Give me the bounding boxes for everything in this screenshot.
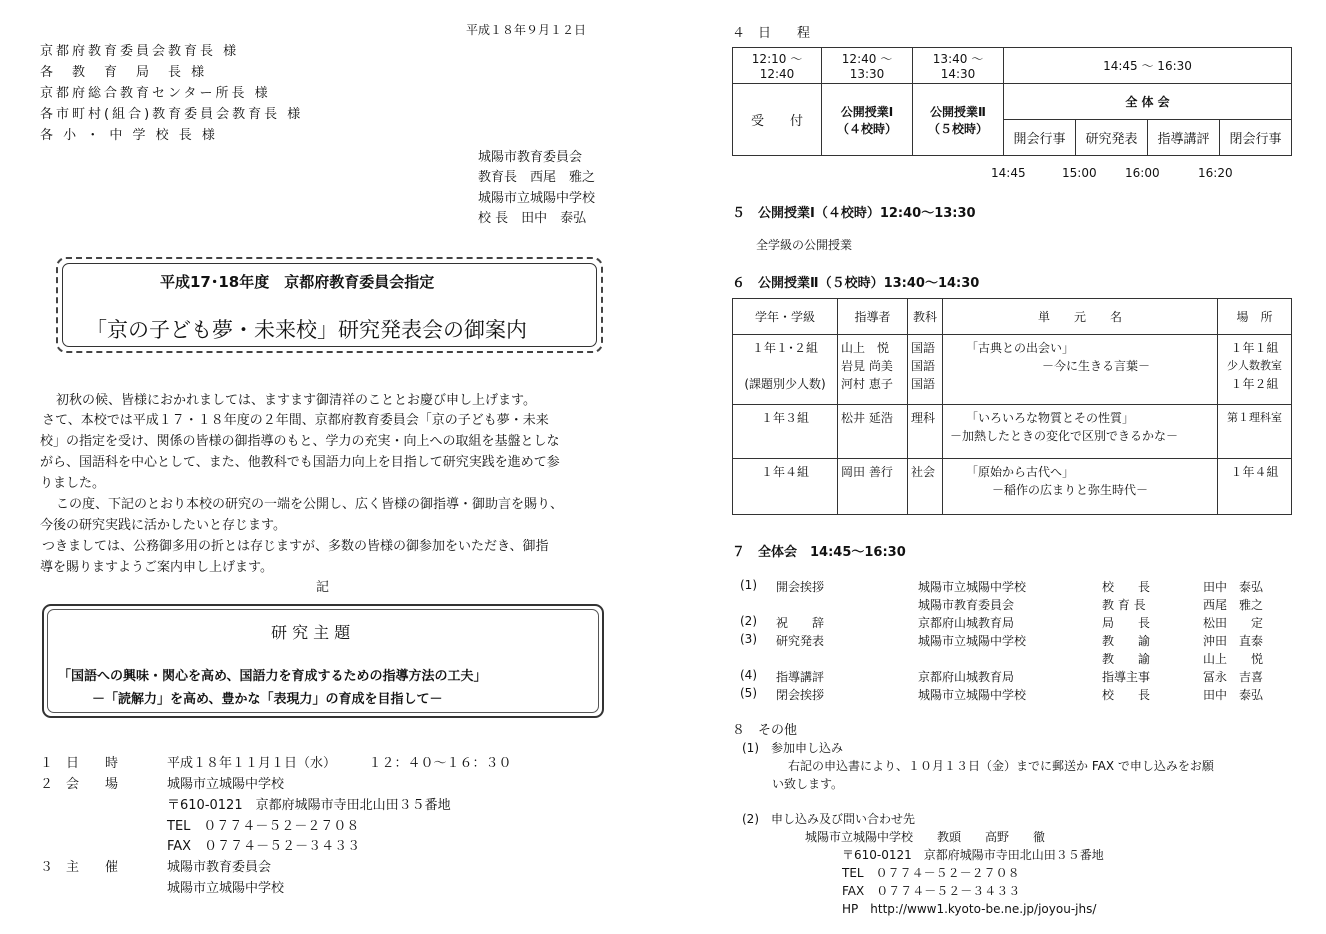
program-item: 研究発表 xyxy=(776,634,825,648)
program-name: 松田 定 xyxy=(1203,616,1264,630)
section8-heading: ８ その他 xyxy=(732,723,798,738)
program-num: (4) xyxy=(740,668,757,682)
info-label: １ 日 時 xyxy=(40,756,119,771)
subject-name: 国語 xyxy=(911,377,936,391)
program-role: 教 育 長 xyxy=(1102,598,1146,612)
schedule-time-mark: 15:00 xyxy=(1062,166,1097,180)
program-name: 山上 悦 xyxy=(1203,652,1264,666)
section7-heading: ７ 全体会 14:45～16:30 xyxy=(732,545,906,560)
paragraph-line: つきましては、公務御多用の折とは存じますが、多数の皆様の御参加をいただき、御指 xyxy=(42,539,549,554)
schedule-time-mark: 16:00 xyxy=(1125,166,1160,180)
info-value: 城陽市立城陽中学校 xyxy=(167,777,285,792)
program-num: (2) xyxy=(740,614,757,628)
place-cell: １年４組 xyxy=(1218,459,1292,515)
paragraph-line: この度、下記のとおり本校の研究の一端を公開し、広く皆様の御指導・御助言を賜り、 xyxy=(56,497,564,512)
unit-subtitle: －今に生きる言葉－ xyxy=(1042,359,1151,373)
info-value: 〒610-0121 京都府城陽市寺田北山田３５番地 xyxy=(167,798,451,813)
section8-sub1-heading: (1) 参加申し込み xyxy=(742,741,843,755)
recipient: 各 教 育 局 長 様 xyxy=(40,65,208,80)
class1-period: （４校時） xyxy=(836,121,897,136)
title-line-2: 「京の子ども夢・未来校」研究発表会の御案内 xyxy=(86,318,527,342)
unit-subtitle: －加熱したときの変化で区別できるかな－ xyxy=(950,429,1179,443)
paragraph-line: さて、本校では平成１７・１８年度の２年間、京都府教育委員会「京の子ども夢・未来 xyxy=(42,413,549,428)
program-org: 城陽市立城陽中学校 xyxy=(918,688,1027,702)
teacher-cell xyxy=(838,335,908,405)
place-cell: 第１理科室 xyxy=(1218,405,1292,459)
teacher-cell: 岡田 善行 xyxy=(838,459,908,515)
teacher-name: 河村 恵子 xyxy=(841,377,893,391)
unit-cell xyxy=(943,335,1218,405)
section8-sub1-text: い致します。 xyxy=(772,777,844,791)
uketsuke-cell: 受 付 xyxy=(733,84,822,156)
section8-sub1-text: 右記の申込書により、１０月１３日（金）までに郵送か FAX で申し込みをお願 xyxy=(788,759,1214,773)
class1-cell xyxy=(822,84,913,156)
unit-title: 「原始から古代へ」 xyxy=(966,465,1075,479)
paragraph-line: 導を賜りますようご案内申し上げます。 xyxy=(40,560,273,575)
title-line-1: 平成17･18年度 京都府教育委員会指定 xyxy=(160,273,435,291)
place-name: １年２組 xyxy=(1230,377,1279,391)
class1-label: 公開授業Ⅰ xyxy=(840,104,894,119)
grade-cell xyxy=(733,335,838,405)
info-value: 城陽市教育委員会 xyxy=(167,860,272,875)
sender: 教育長 西尾 雅之 xyxy=(478,170,596,185)
class2-cell xyxy=(913,84,1004,156)
recipient: 京都府総合教育センター所長 様 xyxy=(40,86,271,101)
grade-text: １年１･２組 xyxy=(751,341,818,355)
program-num: (5) xyxy=(740,686,757,700)
program-org: 京都府山城教育局 xyxy=(918,616,1015,630)
program-role: 教 諭 xyxy=(1102,652,1151,666)
section5-heading: ５ 公開授業Ⅰ（４校時）12:40～13:30 xyxy=(732,206,976,221)
program-name: 田中 泰弘 xyxy=(1203,688,1264,702)
program-org: 城陽市教育委員会 xyxy=(918,598,1015,612)
class-table xyxy=(732,298,1292,515)
place-name: １年１組 xyxy=(1230,341,1279,355)
sub-cell: 閉会行事 xyxy=(1220,120,1292,156)
section5-text: 全学級の公開授業 xyxy=(756,238,853,252)
class2-label: 公開授業Ⅱ xyxy=(930,104,986,119)
program-item: 指導講評 xyxy=(776,670,825,684)
subject-cell: 理科 xyxy=(908,405,943,459)
unit-cell xyxy=(943,459,1218,515)
grade-cell: １年４組 xyxy=(733,459,838,515)
schedule-table xyxy=(732,47,1292,156)
unit-cell xyxy=(943,405,1218,459)
col-header: 学年・学級 xyxy=(733,299,838,335)
program-role: 校 長 xyxy=(1102,688,1151,702)
subject-name: 国語 xyxy=(911,341,936,355)
place-name: 少人数教室 xyxy=(1227,359,1282,372)
theme-line-1: 「国語への興味・関心を高め、国語力を育成するための指導方法の工夫」 xyxy=(58,669,487,684)
program-org: 城陽市立城陽中学校 xyxy=(918,580,1027,594)
table-row xyxy=(733,335,1292,405)
program-role: 局 長 xyxy=(1102,616,1151,630)
time-cell: 12:10 ～ 12:40 xyxy=(733,48,822,84)
info-value: 城陽市立城陽中学校 xyxy=(167,881,285,896)
time-cell: 12:40 ～ 13:30 xyxy=(822,48,913,84)
info-value: TEL ０７７４－５２－２７０８ xyxy=(167,819,360,834)
time-cell: 13:40 ～ 14:30 xyxy=(913,48,1004,84)
sub-cell: 研究発表 xyxy=(1076,120,1148,156)
contact-line: FAX ０７７４－５２－３４３３ xyxy=(842,884,1021,898)
time-cell: 14:45 ～ 16:30 xyxy=(1004,48,1292,84)
program-num: (1) xyxy=(740,578,757,592)
info-label: ２ 会 場 xyxy=(40,777,119,792)
theme-heading: 研 究 主 題 xyxy=(271,623,351,642)
program-role: 指導主事 xyxy=(1102,670,1151,684)
col-header: 指導者 xyxy=(838,299,908,335)
program-name: 田中 泰弘 xyxy=(1203,580,1264,594)
zentai-cell: 全 体 会 xyxy=(1004,84,1292,120)
program-org: 京都府山城教育局 xyxy=(918,670,1015,684)
place-cell xyxy=(1218,335,1292,405)
paragraph-line: 校」の指定を受け、関係の皆様の御指導のもと、学力の充実・向上への取組を基盤としな xyxy=(40,434,560,449)
contact-line: TEL ０７７４－５２－２７０８ xyxy=(842,866,1020,880)
unit-title: 「古典との出会い」 xyxy=(966,341,1075,355)
teacher-cell: 松井 延浩 xyxy=(838,405,908,459)
subject-name: 国語 xyxy=(911,359,936,373)
schedule-heading: ４ 日 程 xyxy=(732,26,811,41)
program-item: 閉会挨拶 xyxy=(776,688,825,702)
table-row xyxy=(733,459,1292,515)
recipient: 各 小 ・ 中 学 校 長 様 xyxy=(40,128,218,143)
ki-mark: 記 xyxy=(316,580,330,595)
sub-cell: 開会行事 xyxy=(1004,120,1076,156)
teacher-name: 山上 悦 xyxy=(841,341,890,355)
contact-line: 〒610-0121 京都府城陽市寺田北山田３５番地 xyxy=(842,848,1104,862)
program-name: 冨永 吉喜 xyxy=(1203,670,1264,684)
col-header: 単 元 名 xyxy=(943,299,1218,335)
paragraph-line: 初秋の候、皆様におかれましては、ますます御清祥のこととお慶び申し上げます。 xyxy=(56,393,536,408)
contact-url[interactable]: HP http://www1.kyoto-be.ne.jp/joyou-jhs/ xyxy=(842,902,1097,916)
teacher-name: 岩見 尚美 xyxy=(841,359,893,373)
info-value: FAX ０７７４－５２－３４３３ xyxy=(167,839,361,854)
info-value: 平成１８年１１月１日（水） １２：４０～１６：３０ xyxy=(167,756,512,771)
schedule-time-mark: 14:45 xyxy=(991,166,1026,180)
program-name: 沖田 直泰 xyxy=(1203,634,1264,648)
subject-cell xyxy=(908,335,943,405)
paragraph-line: りました。 xyxy=(40,476,106,491)
paragraph-line: がら、国語科を中心として、また、他教科でも国語力向上を目指して研究実践を進めて参 xyxy=(40,455,560,470)
sub-cell: 指導講評 xyxy=(1148,120,1220,156)
col-header: 教科 xyxy=(908,299,943,335)
recipient: 京都府教育委員会教育長 様 xyxy=(40,44,240,59)
class2-period: （５校時） xyxy=(927,121,988,136)
document-date: 平成１８年９月１２日 xyxy=(466,23,587,37)
program-role: 教 諭 xyxy=(1102,634,1151,648)
recipient: 各市町村(組合)教育委員会教育長 様 xyxy=(40,107,304,122)
sender: 城陽市立城陽中学校 xyxy=(478,191,596,206)
theme-line-2: －「読解力」を高め、豊かな「表現力」の育成を目指して－ xyxy=(92,692,443,707)
table-row xyxy=(733,405,1292,459)
section8-sub2-heading: (2) 申し込み及び問い合わせ先 xyxy=(742,812,915,826)
program-org: 城陽市立城陽中学校 xyxy=(918,634,1027,648)
sender: 城陽市教育委員会 xyxy=(478,150,583,165)
subject-cell: 社会 xyxy=(908,459,943,515)
unit-subtitle: －稲作の広まりと弥生時代－ xyxy=(992,483,1149,497)
program-num: (3) xyxy=(740,632,757,646)
program-item: 開会挨拶 xyxy=(776,580,825,594)
program-role: 校 長 xyxy=(1102,580,1151,594)
paragraph-line: 今後の研究実践に活かしたいと存じます。 xyxy=(40,518,286,533)
grade-note: (課題別少人数) xyxy=(744,377,826,391)
grade-cell: １年３組 xyxy=(733,405,838,459)
program-item: 祝 辞 xyxy=(776,616,825,630)
sender: 校 長 田中 泰弘 xyxy=(478,211,587,226)
contact-line: 城陽市立城陽中学校 教頭 高野 徹 xyxy=(805,830,1046,844)
schedule-time-mark: 16:20 xyxy=(1198,166,1233,180)
unit-title: 「いろいろな物質とその性質」 xyxy=(966,411,1135,425)
program-name: 西尾 雅之 xyxy=(1203,598,1264,612)
info-label: ３ 主 催 xyxy=(40,860,119,875)
col-header: 場 所 xyxy=(1218,299,1292,335)
section6-heading: ６ 公開授業Ⅱ（５校時）13:40～14:30 xyxy=(732,276,980,291)
